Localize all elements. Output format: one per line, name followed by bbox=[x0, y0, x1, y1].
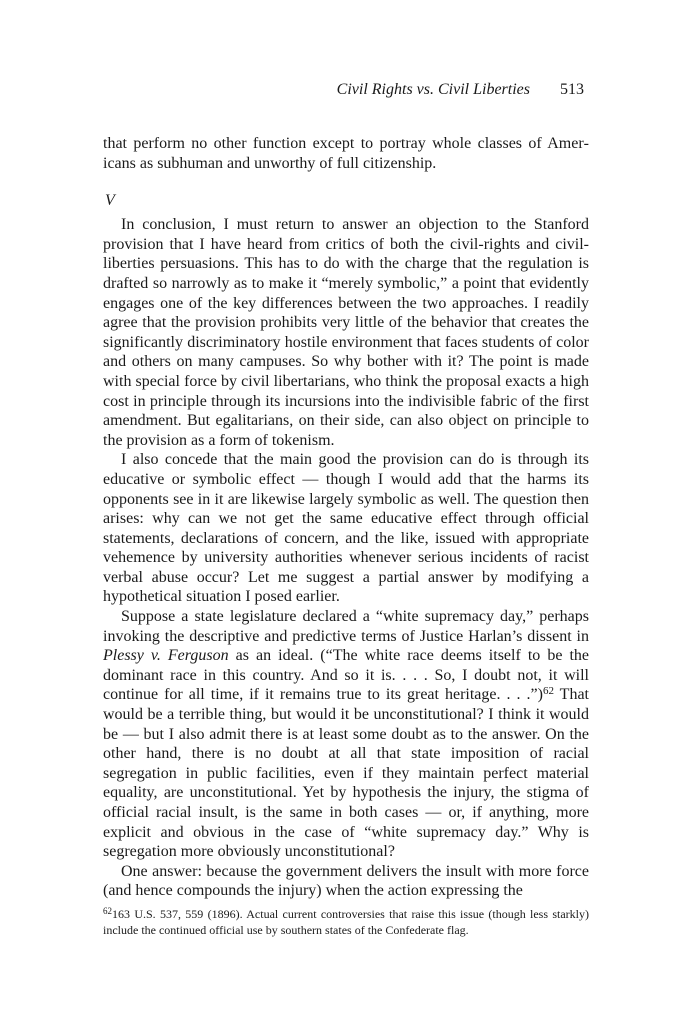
running-title: Civil Rights vs. Civil Liberties bbox=[336, 81, 530, 98]
paragraph: In conclusion, I must return to answer an objection to the Stanford provision that I have heard from critics of both the civil-rights and civilliberties persuasions. This has to do with the charge that the regulation is drafted so narrowly as to make it “merely symbolic,” a point that evidently engages one of the key differences between the two approaches. I readily agree that the provision prohibits very little of the behavior that creates the significantly discriminatory hostile environment that faces students of color and others on many campuses. So why bother with it? The point is made with special force by civil libertarians, who think the proposal exacts a high cost in principle through its incursions into the indivisible fabric of the first amendment. But egalitarians, on their side, can also object on principle to the provision as a form of tokenism. bbox=[103, 216, 589, 449]
section-heading: V bbox=[105, 192, 115, 210]
paragraph: I also concede that the main good the provision can do is through its educative or symbolic effect — though I would add that the harms its opponents see in it are likewise largely symbolic as well. The question then arises: why can we not get the same educative effect through official statements, declarations of concern, and the like, issued with appropriate vehemence by university authorities whenever serious incidents of racist verbal abuse occur? Let me suggest a partial answer by modifying a hypothetical situation I posed earlier. bbox=[103, 451, 589, 606]
paragraph-text: That would be a terrible thing, but would it be unconstitutional? I think it would be — but I also admit there is at least some doubt as to the answer. On the other hand, there is no doubt at all that state imposition of racial segregation in public facilities, even if they maintain perfect material equality, are unconstitutional. Yet by hypothesis the injury, the stigma of official racial insult, is the same in both cases — or, if anything, more explicit and obvious in the case of “white supremacy day.” Why is segregation more obviously unconstitutional? bbox=[103, 686, 590, 861]
page-number: 513 bbox=[560, 81, 584, 98]
case-name: Plessy v. Ferguson bbox=[103, 647, 229, 665]
running-head bbox=[100, 80, 584, 100]
footnote-mark: 62 bbox=[103, 906, 112, 916]
paragraph bbox=[103, 607, 589, 862]
footnote-reference[interactable]: 62 bbox=[542, 685, 554, 698]
paragraph-text: as an ideal. (“The white race deems itself to be the dominant race in this country. And so it is. . . . So, I doubt not, it will continue for all time, if it remains true to its great heritage. . . .”) bbox=[103, 647, 590, 704]
paragraph-continued: that perform no other function except to portray whole classes of Americans as subhuman and unworthy of full citizenship. bbox=[103, 135, 589, 172]
footnotes bbox=[103, 906, 589, 938]
body-text bbox=[103, 134, 589, 901]
footnote-text: 163 U.S. 537, 559 (1896). Actual current controversies that raise this issue (though less starkly) include the continued official use by southern states of the Confederate flag. bbox=[103, 907, 589, 937]
footnote bbox=[103, 906, 589, 938]
paragraph: One answer: because the government delivers the insult with more force (and hence compounds the injury) when the action expressing the bbox=[103, 862, 589, 900]
paragraph-text: Suppose a state legislature declared a “white supremacy day,” perhaps invoking the descriptive and predictive terms of Justice Harlan’s dissent in bbox=[103, 608, 589, 645]
